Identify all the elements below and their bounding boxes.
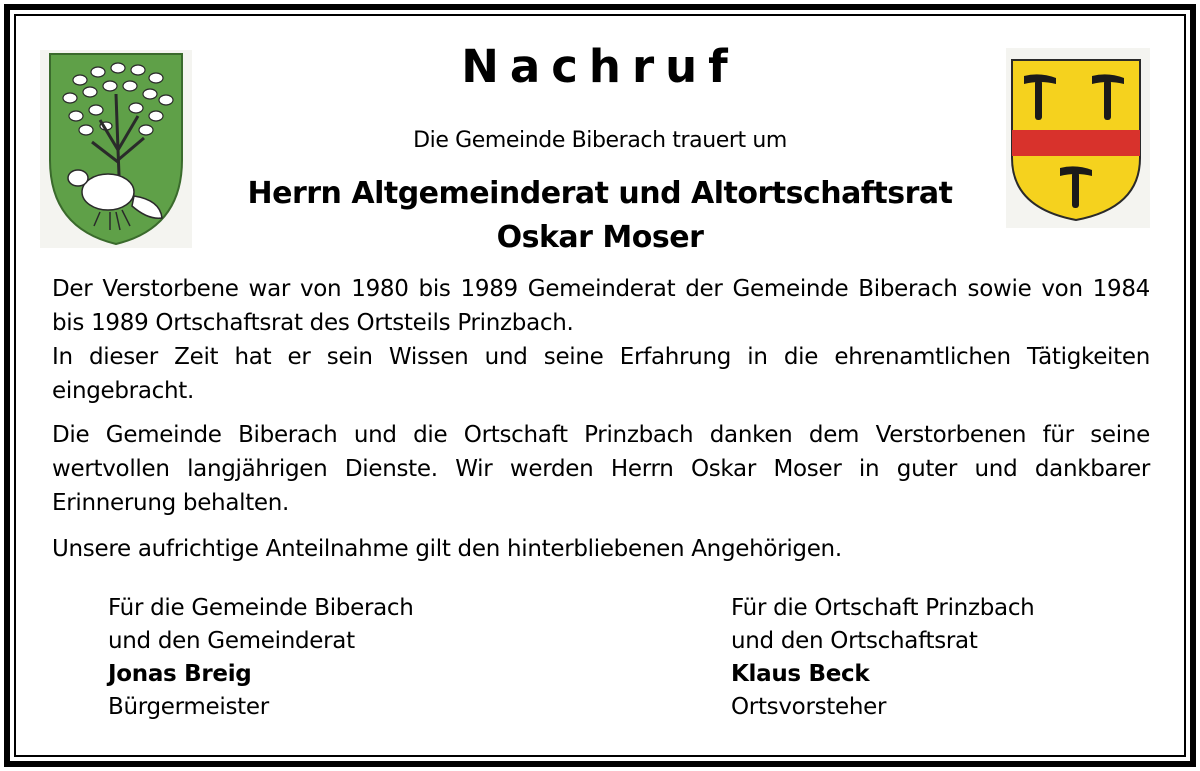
body-paragraph: Der Verstorbene war von 1980 bis 1989 Gemeinderat der Gemeinde Biberach sowie von 1984 bis 1989 Ortschaftsrat des Ortsteils Prinzbach. (52, 276, 1150, 336)
signatory-role: Bürgermeister (108, 694, 269, 720)
notice-body (52, 272, 1150, 566)
deceased-heading (0, 172, 1200, 260)
intro-line: Die Gemeinde Biberach trauert um (413, 128, 787, 153)
honorific-title: Herrn Altgemeinderat und Altortschaftsrat (247, 176, 953, 211)
body-paragraph: Unsere aufrichtige Anteilnahme gilt den hinterbliebenen Angehörigen. (52, 536, 842, 562)
signatory-role: Ortsvorsteher (731, 694, 887, 720)
signature-line: Für die Gemeinde Biberach (108, 595, 414, 621)
signature-line: und den Ortschaftsrat (731, 628, 978, 654)
signature-block-right (731, 592, 1034, 724)
body-paragraph: In dieser Zeit hat er sein Wissen und seine Erfahrung in die ehrenamtlichen Tätigkeiten eingebracht. (52, 344, 1150, 404)
notice-title: Nachruf (461, 40, 739, 93)
body-paragraph: Die Gemeinde Biberach und die Ortschaft Prinzbach danken dem Verstorbenen für seine wertvollen langjährigen Dienste. Wir werden Herrn Oskar Moser in guter und dankbarer Erinnerung behalten. (52, 422, 1150, 516)
signature-line: und den Gemeinderat (108, 628, 355, 654)
deceased-name: Oskar Moser (496, 220, 704, 255)
signatory-name: Jonas Breig (108, 661, 252, 687)
signature-block-left (108, 592, 414, 724)
signature-line: Für die Ortschaft Prinzbach (731, 595, 1035, 621)
signatory-name: Klaus Beck (731, 661, 870, 687)
